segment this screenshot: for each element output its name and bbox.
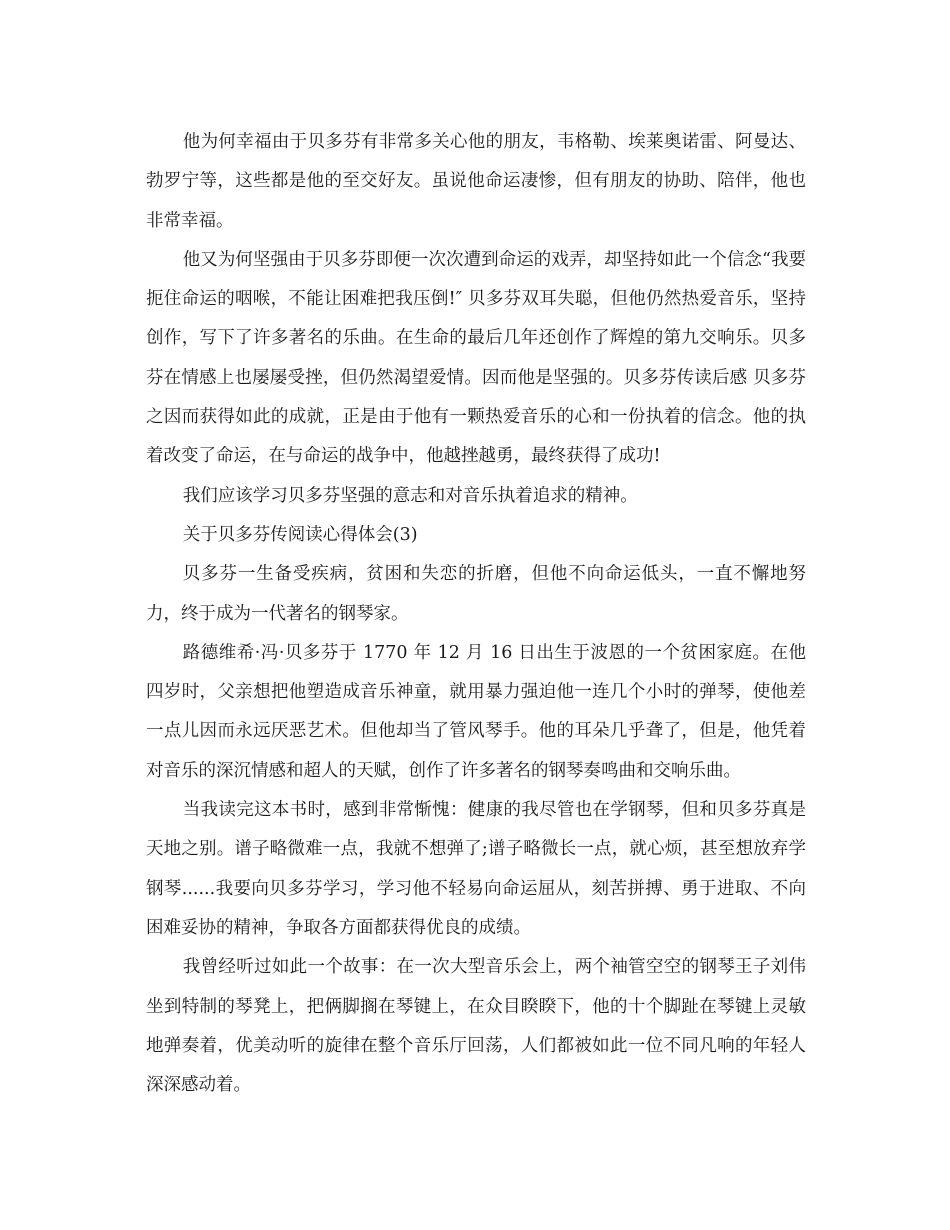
paragraph-story: 我曾经听过如此一个故事：在一次大型音乐会上，两个袖管空空的钢琴王子刘伟坐到特制的琴凳上，把俩脚搁在琴键上，在众目睽睽下，他的十个脚趾在琴键上灵敏地弹奏着，优美动听的旋律在整个音乐厅回荡，人们都被如此一位不同凡响的年轻人深深感动着。 [146,957,806,1096]
document-body [146,123,806,1105]
paragraph-strength: 他又为何坚强由于贝多芬即便一次次遭到命运的戏弄，却坚持如此一个信念“我要扼住命运的咽喉，不能让困难把我压倒!″ 贝多芬双耳失聪，但他仍然热爱音乐，坚持创作，写下了许多著名的乐曲。在生命的最后几年还创作了辉煌的第九交响乐。贝多芬在情感上也屡屡受挫，但仍然渴望爱情。因而他是坚强的。贝多芬传读后感 贝多芬之因而获得如此的成就，正是由于他有一颗热爱音乐的心和一份执着的信念。他的执着改变了命运，在与命运的战争中，他越挫越勇，最终获得了成功! [146,249,806,467]
paragraph-friends: 他为何幸福由于贝多芬有非常多关心他的朋友，韦格勒、埃莱奥诺雷、阿曼达、勃罗宁等，这些都是他的至交好友。虽说他命运凄惨，但有朋友的协助、陪伴，他也非常幸福。 [146,132,806,231]
paragraph-learn: 我们应该学习贝多芬坚强的意志和对音乐执着追求的精神。 [182,485,638,506]
paragraph-suffering: 贝多芬一生备受疾病，贫困和失恋的折磨，但他不向命运低头，一直不懈地努力，终于成为一代著名的钢琴家。 [146,564,806,624]
paragraph-biography: 路德维希·冯·贝多芬于 1770 年 12 月 16 日出生于波恩的一个贫困家庭。在他四岁时，父亲想把他塑造成音乐神童，就用暴力强迫他一连几个小时的弹琴，使他差一点儿因而永远厌恶艺术。但他却当了管风琴手。他的耳朵几乎聋了，但是，他凭着对音乐的深沉情感和超人的天赋，创作了许多著名的钢琴奏鸣曲和交响乐曲。 [146,642,806,781]
paragraph-reflection: 当我读完这本书时，感到非常惭愧：健康的我尽管也在学钢琴，但和贝多芬真是天地之别。谱子略微难一点，我就不想弹了;谱子略微长一点，就心烦，甚至想放弃学钢琴......我要向贝多芬学习，学习他不轻易向命运屈从，刻苦拼搏、勇于进取、不向困难妥协的精神，争取各方面都获得优良的成绩。 [146,800,806,938]
section-heading: 关于贝多芬传阅读心得体会(3) [182,524,418,545]
